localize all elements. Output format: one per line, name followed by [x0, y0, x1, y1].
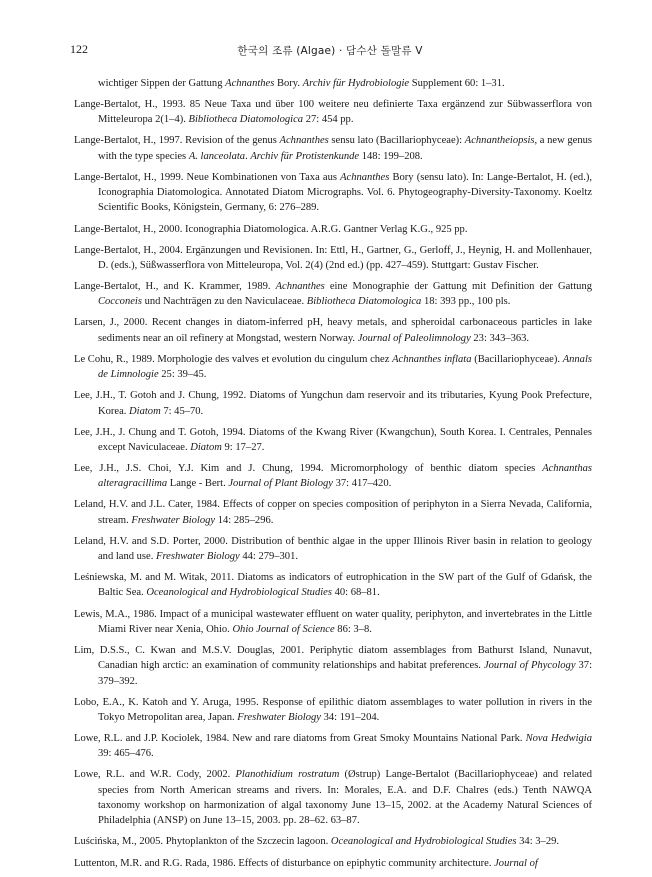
italic-text: Oceanological and Hydrobiological Studies: [146, 587, 332, 599]
reference-text: Supplement 60: 1–31.: [409, 78, 505, 89]
reference-text: Lewis, M.A., 1986. Impact of a municipal wastewater effluent on water quality, periphyton, and invertebrates in the Little Miami River near Xenia, Ohio.: [74, 608, 592, 635]
italic-text: Planothidium rostratum: [235, 769, 340, 781]
reference-text: Lange-Bertalot, H., 1993. 85 Neue Taxa und über 100 weitere neu definierte Taxa ergänzend zur Sübwasserflora von Mitteleuropa 2(1–4).: [74, 99, 592, 126]
reference-text: Luttenton, M.R. and R.G. Rada, 1986. Effects of disturbance on epiphytic community architecture.: [74, 857, 495, 869]
italic-text: Achnanthas alteragracillima: [98, 463, 592, 490]
italic-text: Freshwater Biology: [237, 711, 321, 723]
italic-text: Achnanthes: [279, 135, 329, 147]
reference-entry: [74, 534, 592, 565]
italic-text: Oceanological and Hydrobiological Studies: [330, 836, 517, 848]
reference-text: Leland, H.V. and S.D. Porter, 2000. Distribution of benthic algae in the upper Illinois River basin in relation to geology and land use.: [74, 535, 592, 563]
italic-text: Annals de Limnologie: [98, 353, 592, 381]
italic-text: Bibliotheca Diatomologica: [188, 114, 304, 126]
reference-entry: [74, 133, 592, 164]
reference-text: 9: 17–27.: [221, 441, 265, 453]
reference-text: Bory (sensu lato). In: Lange-Bertalot, H. (ed.), Iconographia Diatomologica. Annotated Diatom Micrographs. Vol. 6. Phytogeography-Diversity-Taxonomy. Koeltz Scientific Books, Königstein, Germany, 6: 276–289.: [98, 171, 592, 214]
italic-text: Ohio Journal of Science: [232, 623, 335, 635]
reference-text: Leland, H.V. and J.L. Cater, 1984. Effects of copper on species composition of periphyton in a Sierra Nevada, California, stream.: [74, 499, 592, 526]
reference-text: Luścińska, M., 2005. Phytoplankton of the Szczecin lagoon.: [74, 836, 331, 848]
reference-text: Lange-Bertalot, H., and K. Krammer, 1989.: [74, 281, 276, 293]
reference-entry: [74, 352, 592, 383]
reference-text: 86: 3–8.: [334, 623, 372, 635]
reference-text: 37: 379–392.: [98, 660, 592, 687]
reference-text: Lee, J.H., T. Gotoh and J. Chung, 1992. Diatoms of Yungchun dam reservoir and its tributaries, Kyung Pook Prefecture, Korea.: [74, 390, 592, 417]
reference-text: wichtiger Sippen der Gattung: [98, 78, 226, 89]
reference-entry: [74, 607, 592, 638]
reference-text: Lowe, R.L. and J.P. Kociolek, 1984. New and rare diatoms from Great Smoky Mountains National Park.: [74, 733, 526, 745]
reference-entry-continued: [74, 76, 592, 91]
reference-text: Lange-Bertalot, H., 2000. Iconographia Diatomologica. A.R.G. Gantner Verlag K.G., 925 pp.: [74, 223, 468, 235]
italic-text: Diatom: [190, 441, 222, 453]
italic-text: Diatom: [129, 405, 161, 417]
reference-text: eine Monographie der Gattung mit Definition der Gattung: [324, 281, 592, 293]
reference-text: 18: 393 pp., 100 pls.: [421, 296, 511, 308]
reference-text: sensu lato (Bacillariophyceae):: [328, 135, 465, 147]
reference-entry: [74, 279, 592, 310]
italic-text: Journal of Paleolimnology: [357, 332, 471, 344]
reference-text: Lee, J.H., J. Chung and T. Gotoh, 1994. Diatoms of the Kwang River (Kwangchun), South Korea. I. Centrales, Pennales except Naviculaceae.: [74, 426, 592, 453]
reference-text: .: [245, 150, 251, 162]
italic-text: Journal of Plant Biology: [228, 478, 333, 490]
italic-text: Journal of Phycology: [483, 660, 576, 672]
reference-text: 34: 3–29.: [516, 836, 559, 848]
reference-entry: [74, 388, 592, 419]
reference-text: 27: 454 pp.: [303, 114, 354, 126]
reference-text: (Østrup) Lange-Bertalot (Bacillariophyceae) and related species from North American streams and rivers. In: Morales, E.A. and D.F. Chalres (eds.) Tenth NAWQA taxonomy workshop on harmonization of algal taxonomy June 13–15, 2002. at the Academy Natural Sciences of Philadelphia (ANSP) on June 13–15, 2003. pp. 28–62. 63–87.: [98, 769, 592, 827]
reference-entry: [74, 856, 592, 871]
reference-text: (Bacillariophyceae).: [471, 353, 563, 365]
italic-text: Bibliotheca Diatomologica: [306, 296, 422, 308]
reference-entry: [74, 97, 592, 128]
reference-entry: [74, 315, 592, 346]
reference-entry: [74, 461, 592, 492]
italic-text: Journal of: [494, 857, 538, 869]
reference-entry: [74, 834, 592, 849]
reference-entry: [74, 222, 592, 237]
italic-text: A. lanceolata: [188, 150, 246, 162]
reference-text: Lange - Bert.: [167, 478, 229, 490]
reference-text: 39: 465–476.: [98, 748, 154, 760]
italic-text: Achnanthes inflata: [392, 353, 472, 365]
reference-text: Lange-Bertalot, H., 2004. Ergänzungen und Revisionen. In: Ettl, H., Gartner, G., Gerloff, J., Heynig, H. and Mollenhauer, D. (eds.), Süßwasserflora von Mitteleuropa, Vol. 2(4) (2nd ed.) (pp. 427–459). Stuttgart: Gustav Fischer.: [74, 244, 592, 271]
reference-text: 23: 343–363.: [470, 332, 530, 344]
reference-text: 148: 199–208.: [359, 150, 423, 162]
italic-text: Freshwater Biology: [131, 514, 216, 526]
reference-entry: [74, 767, 592, 828]
reference-text: und Nachträgen zu den Naviculaceae.: [141, 296, 307, 308]
reference-text: Lange-Bertalot, H., 1999. Neue Kombinationen von Taxa aus: [74, 171, 341, 183]
italic-text: Achnanthes: [225, 78, 275, 89]
reference-text: Lobo, E.A., K. Katoh and Y. Aruga, 1995. Response of epilithic diatom assemblages to water pollution in rivers in the Tokyo Metropolitan area, Japan.: [74, 696, 592, 723]
italic-text: Archiv für Protistenkunde: [250, 150, 360, 162]
reference-entry: [74, 170, 592, 216]
reference-text: 7: 45–70.: [160, 405, 204, 417]
reference-text: 37: 417–420.: [332, 478, 392, 490]
italic-text: Freshwater Biology: [156, 551, 240, 563]
reference-entry: [74, 695, 592, 726]
reference-entry: [74, 425, 592, 456]
reference-entry: [74, 643, 592, 689]
page-number: 122: [70, 42, 88, 56]
reference-text: Leśniewska, M. and M. Witak, 2011. Diatoms as indicators of eutrophication in the SW part of the Gulf of Gdańsk, the Baltic Sea.: [74, 572, 592, 599]
italic-text: Achnanthes: [340, 171, 390, 183]
italic-text: Nova Hedwigia: [525, 733, 592, 745]
reference-text: 44: 279–301.: [239, 551, 298, 563]
reference-text: Lim, D.S.S., C. Kwan and M.S.V. Douglas, 2001. Periphytic diatom assemblages from Bathurst Island, Nunavut, Canadian high arctic: an examination of community relationships and habitat preferences.: [74, 644, 592, 672]
reference-entry: [74, 570, 592, 601]
reference-text: 34: 191–204.: [320, 711, 380, 723]
reference-list: [74, 76, 592, 877]
reference-text: Lowe, R.L. and W.R. Cody, 2002.: [74, 769, 236, 781]
italic-text: Achnanthes: [275, 281, 325, 293]
reference-text: Larsen, J., 2000. Recent changes in diatom-inferred pH, heavy metals, and spheroidal carbonaceous particles in lake sediments near an oil refinery at Mongstad, western Norway.: [74, 317, 592, 344]
reference-text: 14: 285–296.: [215, 514, 274, 526]
reference-text: 40: 68–81.: [331, 587, 380, 599]
italic-text: Cocconeis: [98, 296, 142, 308]
italic-text: Achnantheiopsis: [464, 135, 535, 147]
reference-text: Le Cohu, R., 1989. Morphologie des valves et evolution du cingulum chez: [74, 353, 393, 365]
running-head: 한국의 조류 (Algae) · 담수산 돌말류 V: [237, 45, 423, 57]
reference-text: 25: 39–45.: [158, 369, 207, 381]
page-header: [70, 42, 590, 58]
italic-text: Archiv für Hydrobiologie: [302, 78, 410, 89]
reference-text: Lange-Bertalot, H., 1997. Revision of the genus: [74, 135, 280, 147]
reference-entry: [74, 731, 592, 762]
reference-entry: [74, 497, 592, 528]
reference-text: Lee, J.H., J.S. Choi, Y.J. Kim and J. Chung, 1994. Micromorphology of benthic diatom species: [74, 463, 543, 474]
reference-entry: [74, 243, 592, 274]
reference-text: Bory.: [274, 78, 303, 89]
reference-text: , a new genus with the type species: [98, 135, 592, 162]
